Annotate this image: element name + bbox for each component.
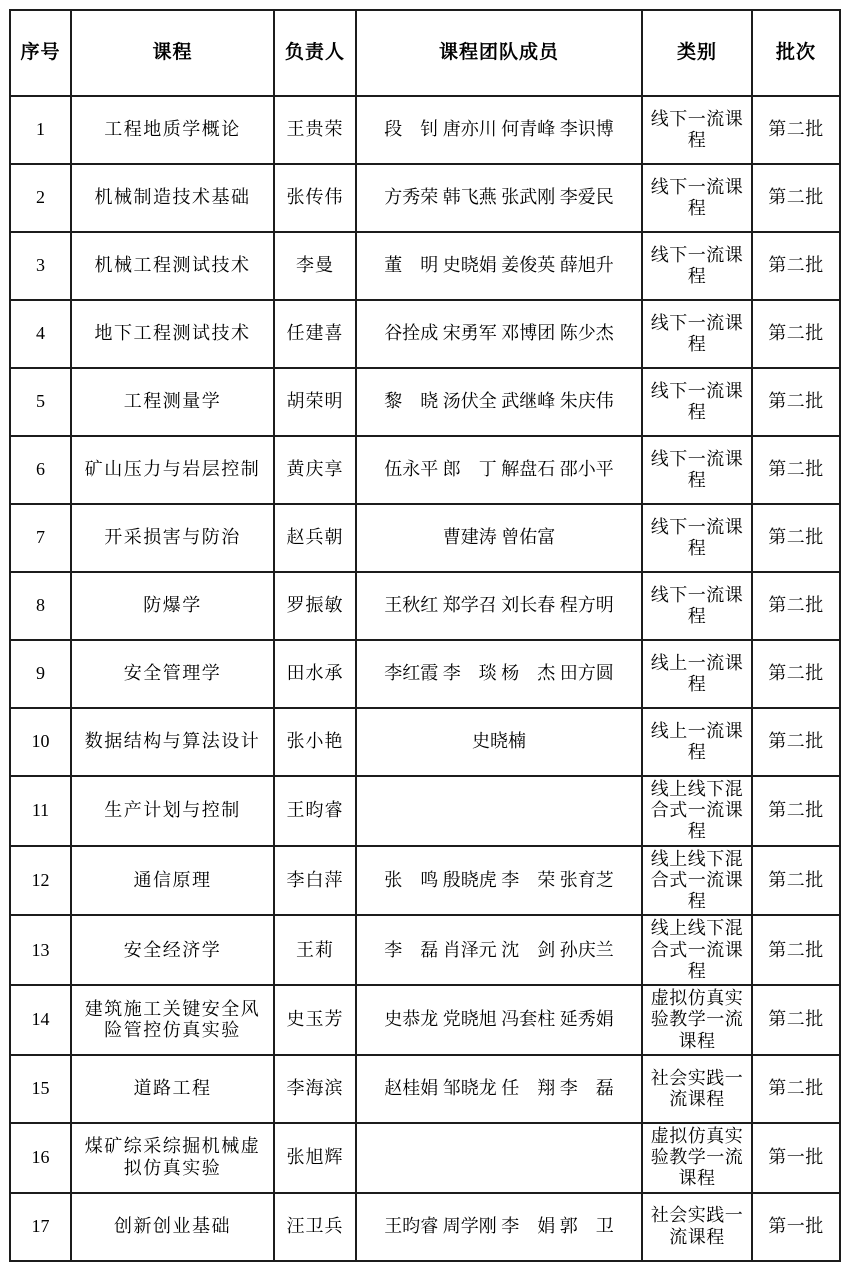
cell-leader: 李海滨 bbox=[274, 1055, 356, 1123]
cell-category: 线上一流课程 bbox=[642, 708, 752, 776]
cell-leader: 胡荣明 bbox=[274, 368, 356, 436]
cell-team bbox=[356, 776, 642, 846]
table-row bbox=[10, 368, 840, 436]
cell-team: 赵桂娟 邹晓龙 任 翔 李 磊 bbox=[356, 1055, 642, 1123]
cell-leader: 张小艳 bbox=[274, 708, 356, 776]
cell-team: 方秀荣 韩飞燕 张武刚 李爱民 bbox=[356, 164, 642, 232]
cell-course: 煤矿综采综掘机械虚拟仿真实验 bbox=[71, 1123, 274, 1193]
cell-leader: 黄庆享 bbox=[274, 436, 356, 504]
cell-batch: 第二批 bbox=[752, 708, 840, 776]
cell-category: 线下一流课程 bbox=[642, 368, 752, 436]
cell-course: 防爆学 bbox=[71, 572, 274, 640]
cell-batch: 第二批 bbox=[752, 368, 840, 436]
cell-team: 李红霞 李 琰 杨 杰 田方圆 bbox=[356, 640, 642, 708]
cell-leader: 史玉芳 bbox=[274, 985, 356, 1055]
cell-index: 1 bbox=[10, 96, 71, 164]
header-row bbox=[10, 10, 840, 96]
table-row bbox=[10, 1123, 840, 1193]
column-header-index: 序号 bbox=[10, 10, 71, 96]
cell-leader: 任建喜 bbox=[274, 300, 356, 368]
cell-team: 段 钊 唐亦川 何青峰 李识博 bbox=[356, 96, 642, 164]
table-row bbox=[10, 640, 840, 708]
cell-course: 机械工程测试技术 bbox=[71, 232, 274, 300]
cell-category: 线下一流课程 bbox=[642, 164, 752, 232]
cell-team: 曹建涛 曾佑富 bbox=[356, 504, 642, 572]
cell-team: 谷拴成 宋勇军 邓博团 陈少杰 bbox=[356, 300, 642, 368]
cell-category: 线下一流课程 bbox=[642, 96, 752, 164]
cell-category: 线上线下混合式一流课程 bbox=[642, 846, 752, 916]
cell-index: 8 bbox=[10, 572, 71, 640]
cell-course: 通信原理 bbox=[71, 846, 274, 916]
cell-category: 线下一流课程 bbox=[642, 504, 752, 572]
cell-index: 11 bbox=[10, 776, 71, 846]
cell-leader: 李白萍 bbox=[274, 846, 356, 916]
cell-course: 道路工程 bbox=[71, 1055, 274, 1123]
cell-category: 线上线下混合式一流课程 bbox=[642, 915, 752, 985]
course-table-container bbox=[9, 9, 839, 1262]
cell-leader: 王昀睿 bbox=[274, 776, 356, 846]
cell-category: 虚拟仿真实验教学一流课程 bbox=[642, 1123, 752, 1193]
table-body bbox=[10, 96, 840, 1261]
cell-leader: 田水承 bbox=[274, 640, 356, 708]
cell-index: 9 bbox=[10, 640, 71, 708]
cell-course: 机械制造技术基础 bbox=[71, 164, 274, 232]
cell-index: 3 bbox=[10, 232, 71, 300]
cell-team: 张 鸣 殷晓虎 李 荣 张育芝 bbox=[356, 846, 642, 916]
cell-leader: 张传伟 bbox=[274, 164, 356, 232]
cell-category: 线下一流课程 bbox=[642, 436, 752, 504]
table-row bbox=[10, 708, 840, 776]
table-row bbox=[10, 96, 840, 164]
cell-category: 社会实践一流课程 bbox=[642, 1055, 752, 1123]
cell-category: 线下一流课程 bbox=[642, 572, 752, 640]
cell-leader: 张旭辉 bbox=[274, 1123, 356, 1193]
cell-leader: 李曼 bbox=[274, 232, 356, 300]
cell-course: 安全管理学 bbox=[71, 640, 274, 708]
cell-index: 14 bbox=[10, 985, 71, 1055]
cell-team bbox=[356, 1123, 642, 1193]
cell-category: 线上线下混合式一流课程 bbox=[642, 776, 752, 846]
cell-team: 黎 晓 汤伏全 武继峰 朱庆伟 bbox=[356, 368, 642, 436]
cell-index: 13 bbox=[10, 915, 71, 985]
cell-batch: 第一批 bbox=[752, 1123, 840, 1193]
table-row bbox=[10, 776, 840, 846]
cell-index: 10 bbox=[10, 708, 71, 776]
cell-team: 王秋红 郑学召 刘长春 程方明 bbox=[356, 572, 642, 640]
cell-course: 矿山压力与岩层控制 bbox=[71, 436, 274, 504]
table-row bbox=[10, 232, 840, 300]
cell-team: 史晓楠 bbox=[356, 708, 642, 776]
cell-leader: 赵兵朝 bbox=[274, 504, 356, 572]
cell-team: 史恭龙 党晓旭 冯套柱 延秀娟 bbox=[356, 985, 642, 1055]
cell-batch: 第二批 bbox=[752, 232, 840, 300]
cell-batch: 第二批 bbox=[752, 915, 840, 985]
table-row bbox=[10, 572, 840, 640]
cell-course: 地下工程测试技术 bbox=[71, 300, 274, 368]
cell-team: 伍永平 郎 丁 解盘石 邵小平 bbox=[356, 436, 642, 504]
cell-course: 数据结构与算法设计 bbox=[71, 708, 274, 776]
cell-course: 工程测量学 bbox=[71, 368, 274, 436]
cell-batch: 第二批 bbox=[752, 504, 840, 572]
cell-leader: 王贵荣 bbox=[274, 96, 356, 164]
cell-index: 4 bbox=[10, 300, 71, 368]
table-row bbox=[10, 436, 840, 504]
cell-course: 开采损害与防治 bbox=[71, 504, 274, 572]
cell-batch: 第二批 bbox=[752, 300, 840, 368]
cell-course: 工程地质学概论 bbox=[71, 96, 274, 164]
cell-leader: 王莉 bbox=[274, 915, 356, 985]
cell-team: 董 明 史晓娟 姜俊英 薛旭升 bbox=[356, 232, 642, 300]
cell-course: 创新创业基础 bbox=[71, 1193, 274, 1261]
cell-category: 虚拟仿真实验教学一流课程 bbox=[642, 985, 752, 1055]
cell-leader: 罗振敏 bbox=[274, 572, 356, 640]
cell-batch: 第二批 bbox=[752, 640, 840, 708]
course-table bbox=[9, 9, 841, 1262]
cell-batch: 第二批 bbox=[752, 164, 840, 232]
cell-category: 社会实践一流课程 bbox=[642, 1193, 752, 1261]
cell-index: 16 bbox=[10, 1123, 71, 1193]
cell-course: 生产计划与控制 bbox=[71, 776, 274, 846]
cell-team: 李 磊 肖泽元 沈 剑 孙庆兰 bbox=[356, 915, 642, 985]
cell-index: 6 bbox=[10, 436, 71, 504]
table-row bbox=[10, 985, 840, 1055]
cell-category: 线上一流课程 bbox=[642, 640, 752, 708]
cell-batch: 第二批 bbox=[752, 846, 840, 916]
cell-category: 线下一流课程 bbox=[642, 232, 752, 300]
cell-batch: 第二批 bbox=[752, 572, 840, 640]
cell-index: 15 bbox=[10, 1055, 71, 1123]
cell-batch: 第二批 bbox=[752, 436, 840, 504]
cell-batch: 第二批 bbox=[752, 96, 840, 164]
cell-batch: 第二批 bbox=[752, 1055, 840, 1123]
table-row bbox=[10, 1055, 840, 1123]
column-header-course: 课程 bbox=[71, 10, 274, 96]
cell-course: 安全经济学 bbox=[71, 915, 274, 985]
cell-leader: 汪卫兵 bbox=[274, 1193, 356, 1261]
cell-index: 17 bbox=[10, 1193, 71, 1261]
cell-index: 12 bbox=[10, 846, 71, 916]
table-row bbox=[10, 300, 840, 368]
table-row bbox=[10, 164, 840, 232]
cell-batch: 第一批 bbox=[752, 1193, 840, 1261]
cell-batch: 第二批 bbox=[752, 985, 840, 1055]
cell-batch: 第二批 bbox=[752, 776, 840, 846]
column-header-category: 类别 bbox=[642, 10, 752, 96]
cell-course: 建筑施工关键安全风险管控仿真实验 bbox=[71, 985, 274, 1055]
cell-index: 7 bbox=[10, 504, 71, 572]
cell-index: 2 bbox=[10, 164, 71, 232]
column-header-leader: 负责人 bbox=[274, 10, 356, 96]
cell-index: 5 bbox=[10, 368, 71, 436]
cell-team: 王昀睿 周学刚 李 娟 郭 卫 bbox=[356, 1193, 642, 1261]
column-header-team: 课程团队成员 bbox=[356, 10, 642, 96]
column-header-batch: 批次 bbox=[752, 10, 840, 96]
table-row bbox=[10, 846, 840, 916]
cell-category: 线下一流课程 bbox=[642, 300, 752, 368]
table-row bbox=[10, 504, 840, 572]
table-row bbox=[10, 1193, 840, 1261]
table-row bbox=[10, 915, 840, 985]
